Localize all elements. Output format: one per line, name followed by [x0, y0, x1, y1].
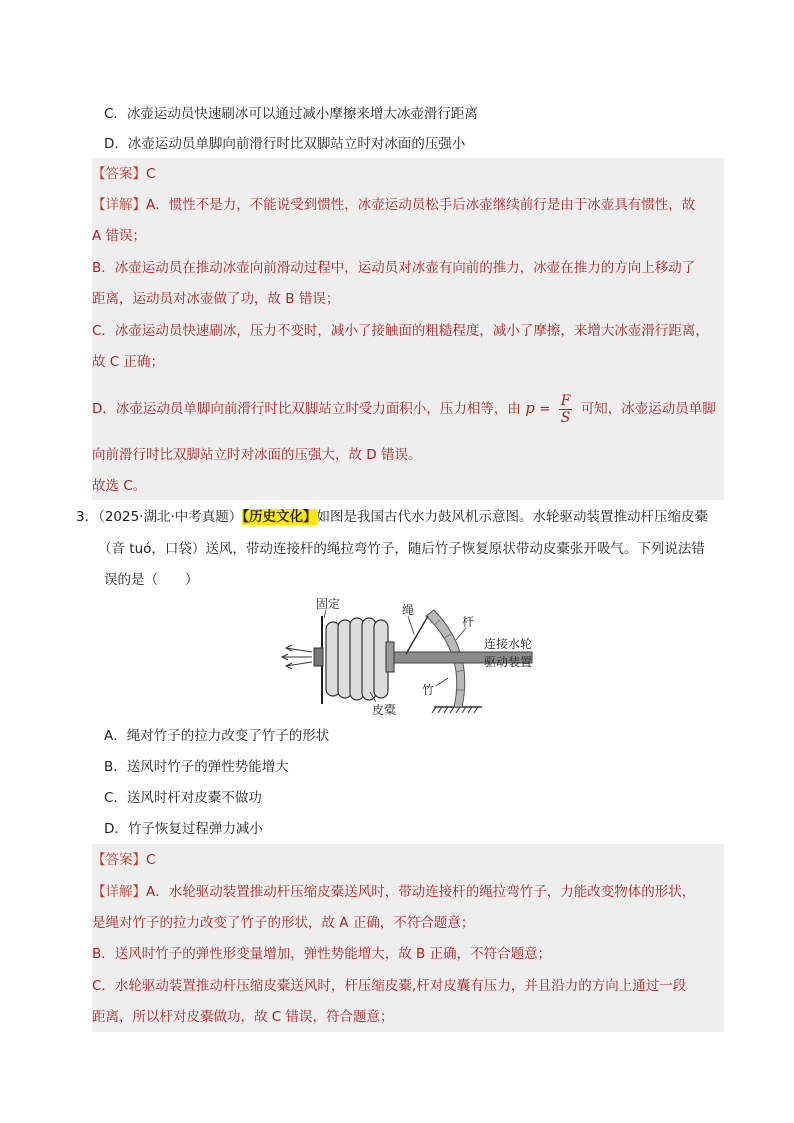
q2-detail-a2: A 错误；: [92, 228, 147, 244]
bellows-icon: [326, 618, 388, 700]
leader-rope: [408, 616, 414, 634]
q2-option-d: D．冰壶运动员单脚向前滑行时比双脚站立时对冰面的压强小: [104, 136, 466, 152]
answer-value: C: [146, 852, 156, 868]
formula-fraction: [559, 393, 573, 426]
label-rod: 杆: [462, 615, 475, 629]
detail-text: D．冰壶运动员单脚向前滑行时比双脚站立时受力面积小，压力相等，由: [92, 401, 521, 417]
airflow-arrows-icon: [282, 645, 312, 669]
q3-answer-box: [92, 844, 724, 1032]
nozzle-icon: [314, 648, 323, 666]
detail-label: 【详解】: [92, 197, 146, 213]
answer-value: C: [146, 166, 156, 182]
question-tag: 【历史文化】: [242, 509, 317, 525]
label-connect-1: 连接水轮: [484, 637, 533, 651]
formula-numerator: F: [560, 392, 571, 409]
q3-detail-a2: 是绳对竹子的拉力改变了竹子的形状，故 A 正确，不符合题意；: [92, 915, 475, 931]
question-stem: 如图是我国古代水力鼓风机示意图。水轮驱动装置推动杆压缩皮橐: [316, 509, 709, 525]
label-bag: 皮橐: [372, 703, 397, 717]
q3-detail-c2: 距离，所以杆对皮橐做功，故 C 错误，符合题意；: [92, 1009, 394, 1025]
q3-option-a: A．绳对竹子的拉力改变了竹子的形状: [104, 728, 330, 744]
q2-detail-d1: [92, 388, 716, 428]
answer-label: 【答案】: [92, 166, 146, 182]
detail-text: A．惯性不是力，不能说受到惯性，冰壶运动员松手后冰壶继续前行是由于冰壶具有惯性，故: [146, 197, 696, 213]
label-fixed: 固定: [316, 597, 341, 611]
formula-p: p: [525, 399, 535, 417]
q3-option-c: C．送风时杆对皮橐不做功: [104, 790, 262, 806]
detail-text: 可知，冰壶运动员单脚: [580, 401, 716, 417]
q2-option-c: C．冰壶运动员快速刷冰可以通过减小摩擦来增大冰壶滑行距离: [104, 106, 478, 122]
detail-text: A．水轮驱动装置推动杆压缩皮橐送风时，带动连接杆的绳拉弯竹子，力能改变物体的形状，: [146, 884, 696, 900]
q2-answer: [92, 164, 155, 184]
q3-answer: [92, 850, 155, 870]
water-bellows-diagram: [276, 594, 548, 718]
q3-stem-line2: （音 tuó，口袋）送风，带动连接杆的绳拉弯竹子，随后竹子恢复原状带动皮橐张开吸气。下列说法错: [98, 541, 705, 557]
leader-fixed: [324, 610, 326, 618]
bellows-end-plate: [386, 642, 394, 672]
leader-bamboo: [436, 678, 448, 686]
q3-stem-line1: [76, 507, 708, 527]
label-connect-2: 驱动装置: [484, 655, 533, 669]
leader-rod: [456, 628, 466, 640]
question-number: 3．: [76, 509, 99, 525]
q2-detail-c2: 故 C 正确；: [92, 354, 165, 370]
formula-eq: =: [539, 401, 551, 417]
detail-label: 【详解】: [92, 884, 146, 900]
q3-option-d: D．竹子恢复过程弹力减小: [104, 821, 263, 837]
q3-detail-c1: C．水轮驱动装置推动杆压缩皮橐送风时，杆压缩皮橐,杆对皮囊有压力，并且沿力的方向上通过一段: [92, 978, 687, 994]
q2-detail-a1: [92, 195, 695, 215]
q2-detail-b2: 距离，运动员对冰壶做了功，故 B 错误；: [92, 291, 340, 307]
question-source: （2025·湖北·中考真题）: [98, 509, 243, 525]
q2-detail-c1: C．冰壶运动员快速刷冰，压力不变时，减小了接触面的粗糙程度，减小了摩擦，来增大冰壶滑行距离，: [92, 323, 709, 339]
answer-label: 【答案】: [92, 852, 146, 868]
q2-detail-b1: B．冰壶运动员在推动冰壶向前滑动过程中，运动员对冰壶有向前的推力，冰壶在推力的方向上移动了: [92, 260, 696, 276]
q3-detail-b1: B．送风时竹子的弹性形变量增加，弹性势能增大，故 B 正确，不符合题意；: [92, 946, 552, 962]
label-bamboo: 竹: [422, 683, 435, 697]
q3-option-b: B．送风时竹子的弹性势能增大: [104, 759, 289, 775]
ground-hatch: [432, 707, 478, 713]
q2-conclusion: 故选 C。: [92, 478, 147, 494]
q2-detail-d2: 向前滑行时比双脚站立时对冰面的压强大，故 D 错误。: [92, 447, 422, 463]
q3-stem-line3: 误的是（ ）: [104, 572, 199, 588]
label-rope: 绳: [402, 603, 415, 617]
rope-line: [406, 616, 428, 654]
q3-detail-a1: [92, 882, 695, 902]
formula-denominator: S: [560, 409, 571, 426]
